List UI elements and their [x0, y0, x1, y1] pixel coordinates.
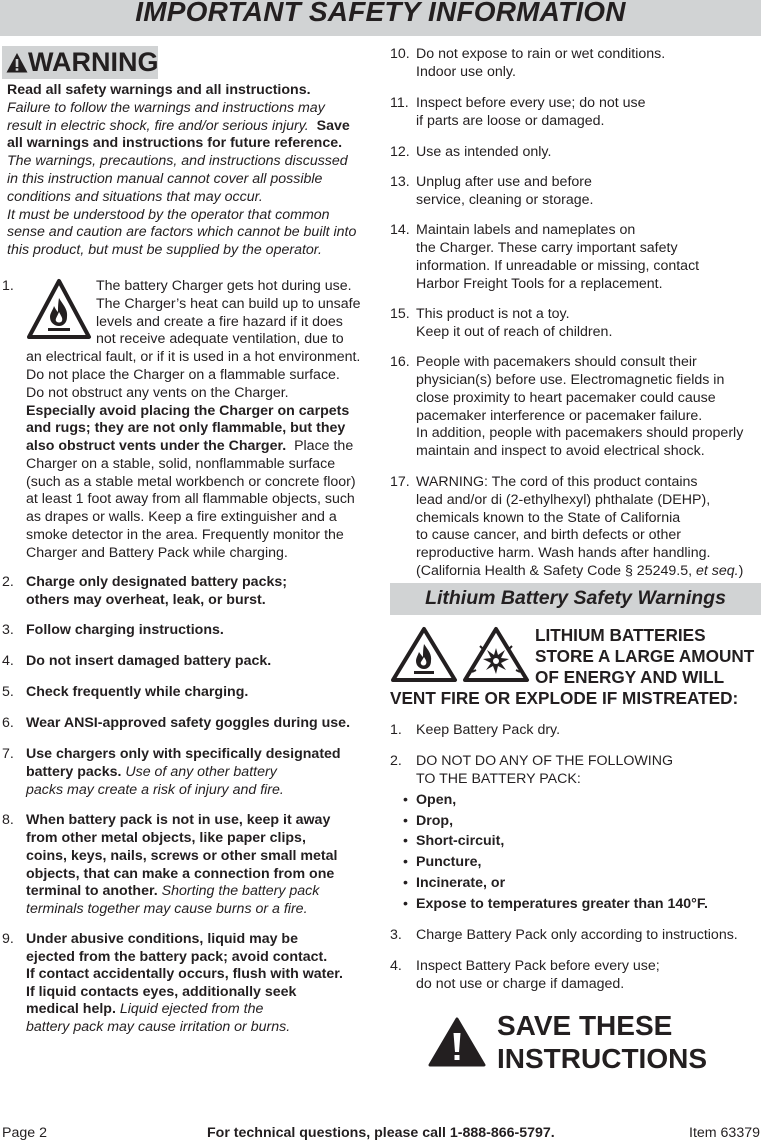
item-line: and rugs; they are not only flammable, but they [26, 420, 346, 436]
item-line: (California Health & Safety Code § 25249.5, [416, 563, 693, 579]
item-number: 9. [2, 931, 14, 947]
intro-line: all warnings and instructions for future reference. [7, 135, 343, 152]
item-line: coins, keys, nails, screws or other small metal [26, 848, 338, 864]
intro-line: in this instruction manual cannot cover all possible [7, 170, 323, 187]
item-line: Use as intended only. [416, 144, 552, 160]
item-line: service, cleaning or storage. [416, 192, 594, 208]
item-number: 2. [2, 574, 14, 590]
item-line: Inspect Battery Pack before every use; [416, 958, 660, 974]
item-line: Charge Battery Pack only according to instructions. [416, 927, 738, 943]
save-heading: INSTRUCTIONS [497, 1043, 707, 1074]
item-line: DO NOT DO ANY OF THE FOLLOWING [416, 753, 673, 769]
warning-label: WARNING [28, 47, 159, 77]
item-line: maintain and inspect to avoid electrical shock. [416, 443, 705, 459]
intro-line: conditions and situations that may occur. [7, 188, 263, 205]
item-line: et seq. [696, 563, 739, 579]
item-line: do not use or charge if damaged. [416, 976, 625, 992]
intro-line: Failure to follow the warnings and instructions may [7, 99, 325, 116]
bullet-item: Drop, [416, 813, 454, 829]
item-line: When battery pack is not in use, keep it away [26, 812, 331, 828]
item-number: 3. [390, 927, 402, 943]
item-line: if parts are loose or damaged. [416, 113, 605, 129]
item-line: WARNING: The cord of this product contains [416, 474, 698, 490]
lithium-banner [390, 583, 761, 615]
item-number: 15. [390, 306, 410, 322]
lithium-heading: VENT FIRE OR EXPLODE IF MISTREATED: [390, 688, 739, 708]
item-line: Maintain labels and nameplates on [416, 222, 636, 238]
item-line: levels and create a fire hazard if it does [96, 314, 343, 330]
item-line: Place the [294, 438, 354, 454]
item-line: This product is not a toy. [416, 306, 570, 322]
item-number-footer: Item 63379 [689, 1125, 760, 1141]
item-line: ) [738, 563, 744, 579]
item-number: 3. [2, 622, 14, 638]
page-title: IMPORTANT SAFETY INFORMATION [135, 0, 626, 27]
item-number: 12. [390, 144, 410, 160]
header-banner [0, 0, 761, 36]
fire-hazard-icon [26, 278, 92, 340]
item-number: 17. [390, 474, 410, 490]
item-line: lead and/or di (2-ethylhexyl) phthalate (DEHP), [416, 492, 711, 508]
intro-line: this product, but must be supplied by the operator. [7, 242, 322, 259]
item-line: to cause cancer, and birth defects or other [416, 527, 681, 543]
item-number: 5. [2, 684, 14, 700]
item-line: reproductive harm. Wash hands after handling. [416, 545, 711, 561]
item-number: 16. [390, 354, 410, 370]
item-line: battery pack may cause irritation or burns. [26, 1019, 291, 1035]
item-line: objects, that can make a connection from one [26, 866, 335, 882]
intro-line: sense and caution are factors which cannot be built into [7, 224, 357, 241]
bullet-dot: • [403, 792, 408, 808]
bullet-item: Short-circuit, [416, 833, 505, 849]
item-line: Harbor Freight Tools for a replacement. [416, 276, 663, 292]
item-line: Follow charging instructions. [26, 622, 224, 638]
item-line: Indoor use only. [416, 64, 516, 80]
item-line: medical help. [26, 1001, 116, 1017]
item-line: chemicals known to the State of California [416, 510, 681, 526]
item-line: Under abusive conditions, liquid may be [26, 931, 298, 947]
item-line: Keep Battery Pack dry. [416, 722, 561, 738]
item-number: 7. [2, 746, 14, 762]
item-line: Do not expose to rain or wet conditions. [416, 46, 666, 62]
item-number: 2. [390, 753, 402, 769]
bullet-item: Incinerate, or [416, 875, 506, 891]
intro-line: The warnings, precautions, and instructions discussed [7, 153, 348, 170]
item-number: 8. [2, 812, 14, 828]
item-line: as drapes or walls. Keep a fire extinguisher and a [26, 509, 337, 525]
item-line: Do not obstruct any vents on the Charger. [26, 385, 289, 401]
lithium-title: Lithium Battery Safety Warnings [425, 587, 726, 609]
item-line: packs may create a risk of injury and fire. [26, 782, 284, 798]
item-line: Charger on a stable, solid, nonflammable surface [26, 456, 336, 472]
intro-line: Save [316, 117, 350, 134]
item-line: Inspect before every use; do not use [416, 95, 646, 111]
bullet-item: Puncture, [416, 854, 482, 870]
page-number: Page 2 [2, 1125, 47, 1141]
item-line: at least 1 foot away from all flammable objects, such [26, 491, 355, 507]
bullet-dot: • [403, 813, 408, 829]
item-line: ejected from the battery pack; avoid contact. [26, 949, 328, 965]
item-line: others may overheat, leak, or burst. [26, 592, 266, 608]
warning-triangle-icon [6, 52, 28, 74]
item-line: TO THE BATTERY PACK: [416, 771, 581, 787]
bullet-dot: • [403, 875, 408, 891]
item-line: Charge only designated battery packs; [26, 574, 287, 590]
item-line: also obstruct vents under the Charger. [26, 438, 287, 454]
item-line: terminal to another. [26, 883, 158, 899]
item-line: (such as a stable metal workbench or concrete floor) [26, 474, 356, 490]
item-line: pacemaker interference or pacemaker failure. [416, 408, 703, 424]
item-number: 13. [390, 174, 410, 190]
item-number: 6. [2, 715, 14, 731]
item-line: Use chargers only with specifically designated [26, 746, 341, 762]
item-line: close proximity to heart pacemaker could cause [416, 390, 716, 406]
bullet-item: Open, [416, 792, 457, 808]
item-number: 4. [2, 653, 14, 669]
item-number: 1. [2, 278, 14, 294]
warning-badge [2, 46, 158, 79]
item-line: Liquid ejected from the [119, 1001, 264, 1017]
bullet-item: Expose to temperatures greater than 140°F. [416, 896, 708, 912]
item-number: 14. [390, 222, 410, 238]
item-line: smoke detector in the area. Frequently monitor the [26, 527, 344, 543]
item-line: If liquid contacts eyes, additionally seek [26, 984, 297, 1000]
item-number: 10. [390, 46, 410, 62]
bullet-dot: • [403, 854, 408, 870]
item-line: People with pacemakers should consult their [416, 354, 697, 370]
item-number: 4. [390, 958, 402, 974]
lithium-heading: OF ENERGY AND WILL [535, 667, 725, 687]
explosion-hazard-icon [462, 626, 530, 682]
intro-line: It must be understood by the operator that common [7, 206, 330, 223]
item-line: Keep it out of reach of children. [416, 324, 613, 340]
item-number: 1. [390, 722, 402, 738]
intro-line: result in electric shock, fire and/or serious injury. [7, 117, 309, 134]
item-line: If contact accidentally occurs, flush with water. [26, 966, 343, 982]
lithium-heading: LITHIUM BATTERIES [535, 625, 706, 645]
item-line: from other metal objects, like paper clips, [26, 830, 306, 846]
item-line: the Charger. These carry important safety [416, 240, 678, 256]
bullet-dot: • [403, 896, 408, 912]
item-line: not receive adequate ventilation, due to [96, 331, 344, 347]
item-line: Shorting the battery pack [161, 883, 320, 899]
item-line: battery packs. [26, 764, 122, 780]
item-line: Use of any other battery [125, 764, 277, 780]
support-phone: For technical questions, please call 1-888-866-5797. [207, 1125, 555, 1141]
fire-hazard-icon [390, 626, 458, 682]
item-line: Do not place the Charger on a flammable surface. [26, 367, 340, 383]
save-heading: SAVE THESE [497, 1010, 673, 1041]
item-line: information. If unreadable or missing, contact [416, 258, 700, 274]
item-line: Unplug after use and before [416, 174, 592, 190]
item-line: In addition, people with pacemakers should properly [416, 425, 744, 441]
item-line: physician(s) before use. Electromagnetic fields in [416, 372, 725, 388]
item-line: Do not insert damaged battery pack. [26, 653, 272, 669]
item-line: Check frequently while charging. [26, 684, 249, 700]
item-line: Wear ANSI-approved safety goggles during use. [26, 715, 351, 731]
item-line: Especially avoid placing the Charger on carpets [26, 403, 350, 419]
bullet-dot: • [403, 833, 408, 849]
item-line: an electrical fault, or if it is used in a hot environment. [26, 349, 361, 365]
lithium-heading: STORE A LARGE AMOUNT [535, 646, 755, 666]
exclamation-triangle-icon [428, 1017, 486, 1067]
item-line: terminals together may cause burns or a fire. [26, 901, 308, 917]
item-number: 11. [390, 95, 409, 111]
intro-paragraph [7, 82, 372, 260]
item-line: Charger and Battery Pack while charging. [26, 545, 288, 561]
item-line: The Charger’s heat can build up to unsafe [96, 296, 361, 312]
item-line: The battery Charger gets hot during use. [96, 278, 352, 294]
intro-line: Read all safety warnings and all instructions. [7, 82, 311, 98]
